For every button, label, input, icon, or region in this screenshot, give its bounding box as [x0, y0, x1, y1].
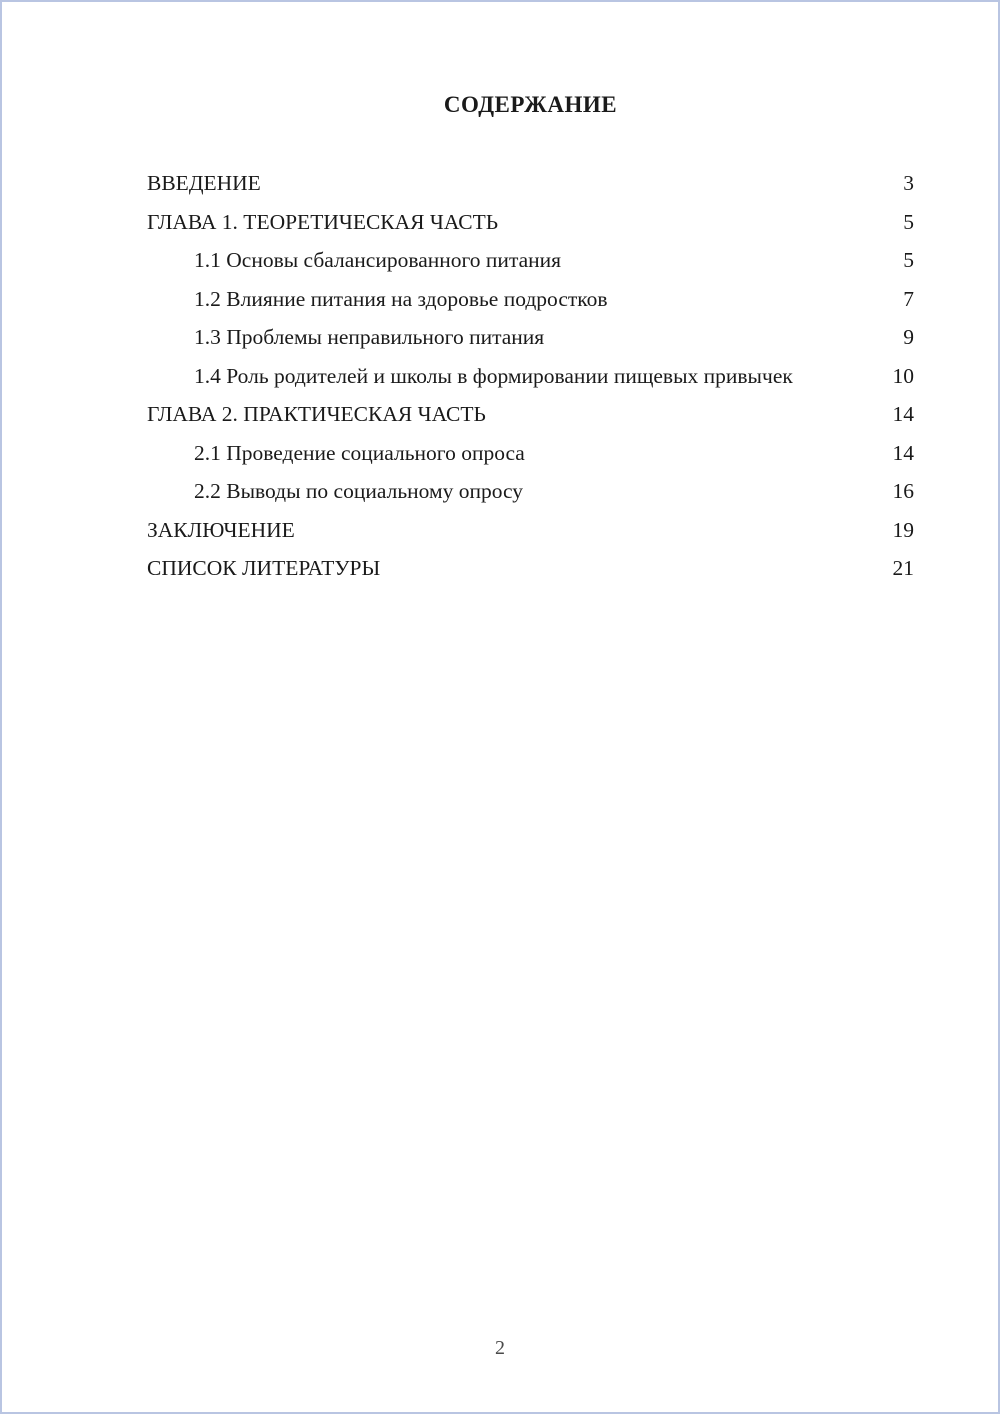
toc-entry-1-1 [147, 247, 914, 275]
toc-entry-page-number: 5 [903, 209, 914, 234]
toc-entry-label: СПИСОК ЛИТЕРАТУРЫ [147, 556, 381, 581]
toc-entry-page-number: 5 [903, 248, 914, 273]
toc-entry-page-number: 3 [903, 171, 914, 195]
toc-entry-page-number: 9 [903, 325, 914, 350]
toc-entry-page-number: 7 [903, 286, 914, 311]
toc-entry-label: 2.1 Проведение социального опроса [194, 440, 525, 465]
toc-entry-label: 1.2 Влияние питания на здоровье подростков [194, 286, 608, 311]
toc-entry-page-number: 21 [892, 556, 914, 581]
toc-entry-glava-2 [147, 401, 914, 429]
toc-entry-label: ГЛАВА 1. ТЕОРЕТИЧЕСКАЯ ЧАСТЬ [147, 209, 499, 234]
toc-entry-page-number: 16 [892, 479, 914, 504]
footer-page-number: 2 [495, 1337, 505, 1359]
toc-entry-label: ВВЕДЕНИЕ [147, 171, 261, 195]
toc-entry-label: 1.3 Проблемы неправильного питания [194, 325, 545, 350]
toc-entry-vvedenie [147, 170, 914, 198]
toc-entry-page-number: 19 [892, 517, 914, 542]
toc-entry-glava-1 [147, 209, 914, 237]
toc-entry-label: ЗАКЛЮЧЕНИЕ [147, 517, 295, 542]
toc-entry-1-4 [147, 363, 914, 391]
toc-entry-1-2 [147, 286, 914, 314]
toc-entry-2-2 [147, 478, 914, 506]
toc-entry-1-3 [147, 324, 914, 352]
toc-entry-page-number: 14 [892, 402, 914, 427]
toc-entry-2-1 [147, 440, 914, 468]
toc-entry-label: ГЛАВА 2. ПРАКТИЧЕСКАЯ ЧАСТЬ [147, 402, 486, 427]
toc-entry-label: 1.4 Роль родителей и школы в формировании пищевых привычек [194, 363, 793, 388]
page-content [147, 92, 914, 594]
toc-entry-zaklyuchenie [147, 517, 914, 545]
toc-entry-page-number: 14 [892, 440, 914, 465]
table-of-contents [147, 170, 914, 583]
toc-entry-label: 2.2 Выводы по социальному опросу [194, 479, 524, 504]
page-title: СОДЕРЖАНИЕ [443, 92, 618, 117]
toc-entry-page-number: 10 [892, 363, 914, 388]
toc-entry-label: 1.1 Основы сбалансированного питания [194, 248, 562, 273]
toc-entry-spisok-literatury [147, 555, 914, 583]
